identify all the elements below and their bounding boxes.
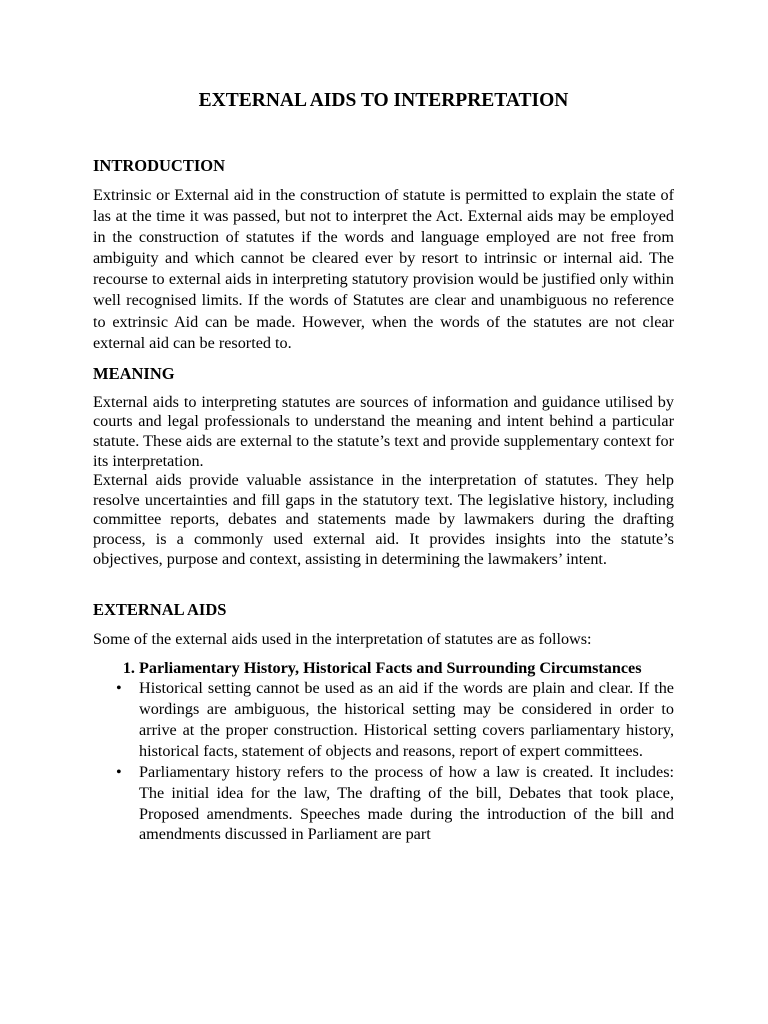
parliamentary-history-bullets bbox=[93, 678, 674, 845]
section-meaning bbox=[93, 363, 674, 569]
list-item-parliamentary-history bbox=[139, 658, 674, 678]
document-title: EXTERNAL AIDS TO INTERPRETATION bbox=[198, 90, 569, 111]
external-aids-lead: Some of the external aids used in the interpretation of statutes are as follows: bbox=[93, 630, 592, 649]
bullet-item bbox=[116, 762, 674, 846]
page-content bbox=[93, 88, 674, 845]
bullet-text: Historical setting cannot be used as an aid if the words are plain and clear. If the wordings are ambiguous, the historical setting may be considered in order to arrive at the proper construction. Historical setting covers parliamentary history, historical facts, statement of objects and reasons, report of expert committees. bbox=[139, 679, 674, 760]
introduction-paragraph: Extrinsic or External aid in the construction of statute is permitted to explain the state of las at the time it was passed, but not to interpret the Act. External aids may be employed in the construction of statutes if the words and language employed are not free from ambiguity and which cannot be cleared ever by resort to intrinsic or internal aid. The recourse to external aids in interpreting statutory provision would be justified only within well recognised limits. If the words of Statutes are clear and unambiguous no reference to extrinsic Aid can be made. However, when the words of the statutes are not clear external aid can be resorted to. bbox=[93, 186, 674, 352]
section-spacer bbox=[93, 569, 674, 599]
section-heading-external-aids: EXTERNAL AIDS bbox=[93, 600, 227, 620]
meaning-paragraph-1: External aids to interpreting statutes are sources of information and guidance utilised by courts and legal professionals to understand the meaning and intent behind a particular statute. These aids are external to the statute’s text and provide supplementary context for its interpretation. bbox=[93, 392, 674, 470]
list-item-title: Parliamentary History, Historical Facts and Surrounding Circumstances bbox=[139, 659, 642, 678]
bullet-glyph: • bbox=[116, 679, 122, 698]
section-heading-meaning: MEANING bbox=[93, 363, 175, 383]
external-aids-list bbox=[93, 658, 674, 678]
section-introduction bbox=[93, 155, 674, 354]
bullet-text: Parliamentary history refers to the process of how a law is created. It includes: The initial idea for the law, The drafting of the bill, Debates that took place, Proposed amendments. Speeches made during the introduction of the bill and amendments discussed in Parliament are part bbox=[139, 762, 674, 844]
section-heading-introduction: INTRODUCTION bbox=[93, 156, 226, 175]
bullet-glyph: • bbox=[116, 762, 122, 781]
bullet-item bbox=[116, 678, 674, 762]
section-external-aids bbox=[93, 599, 674, 845]
meaning-paragraph-2: External aids provide valuable assistance in the interpretation of statutes. They help resolve uncertainties and fill gaps in the statutory text. The legislative history, including committee reports, debates and statements made by lawmakers during the drafting process, is a commonly used external aid. It provides insights into the statute’s objectives, purpose and context, assisting in determining the lawmakers’ intent. bbox=[93, 471, 674, 568]
